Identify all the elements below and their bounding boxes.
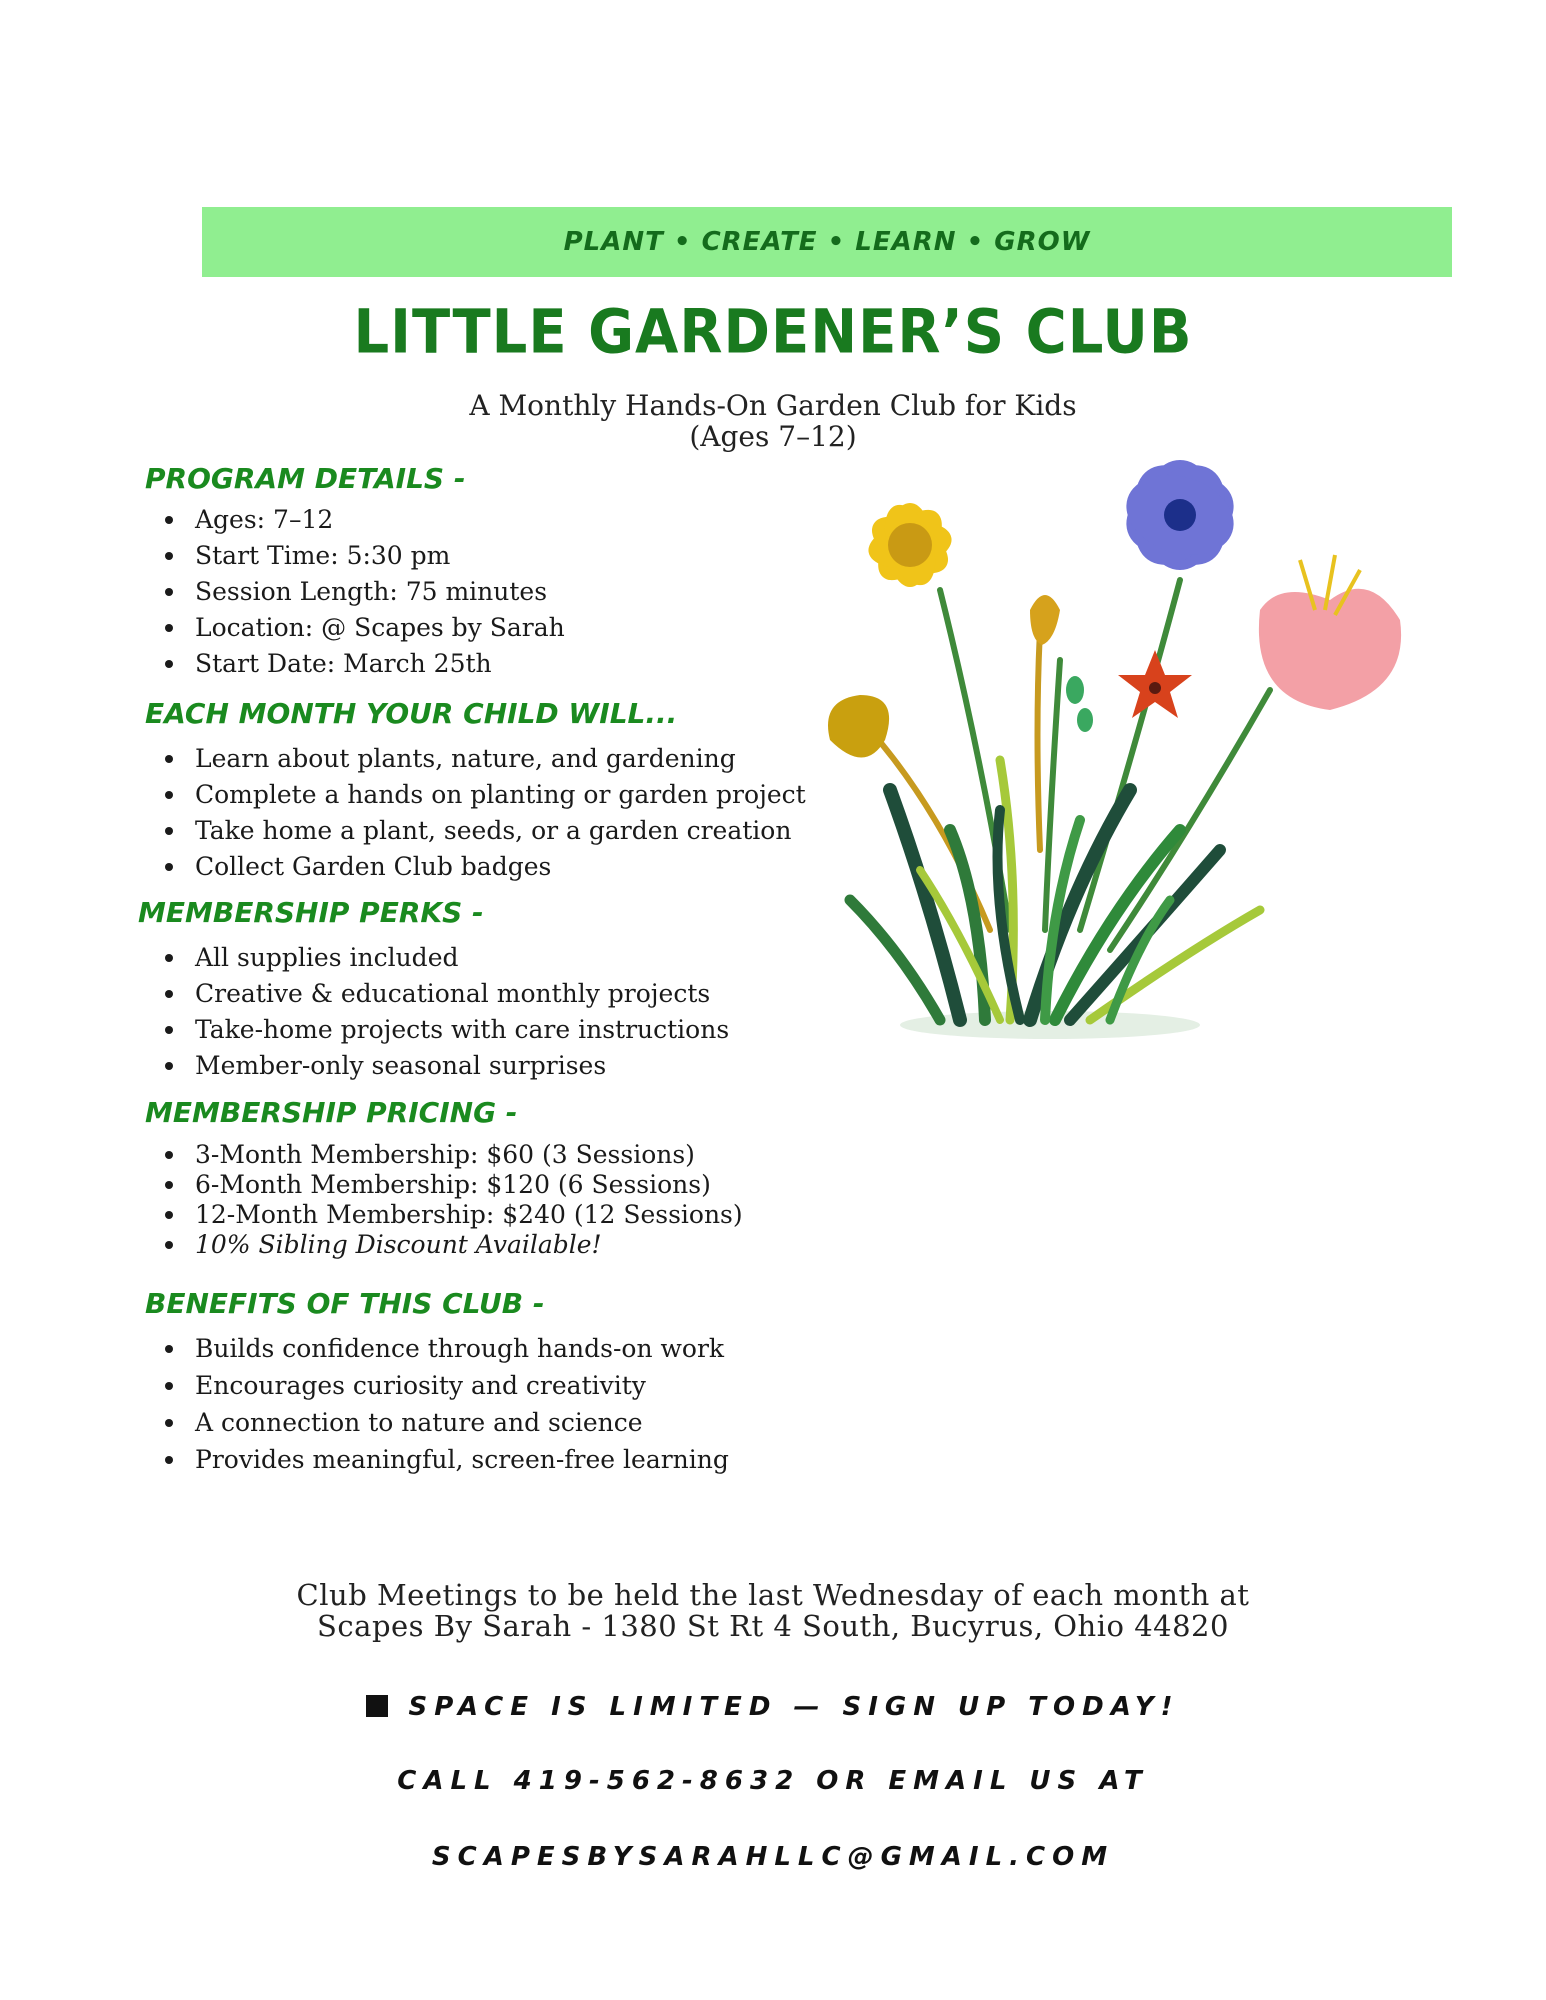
drooping-flower: [828, 695, 889, 758]
cta-email[interactable]: SCAPESBYSARAHLLC@GMAIL.COM: [431, 1842, 1115, 1872]
benefits-list: [160, 1330, 729, 1478]
top-banner: [202, 207, 1452, 277]
list-item: Start Date: March 25th: [195, 646, 565, 682]
list-item: Creative & educational monthly projects: [195, 976, 729, 1012]
list-item: Learn about plants, nature, and gardening: [195, 741, 806, 777]
list-item: Location: @ Scapes by Sarah: [195, 610, 565, 646]
list-item: Builds confidence through hands-on work: [195, 1330, 729, 1367]
banner-text: PLANT • CREATE • LEARN • GROW: [563, 227, 1091, 257]
pricing-list: [160, 1140, 743, 1260]
pricing-heading: MEMBERSHIP PRICING -: [145, 1096, 518, 1129]
grass-blades: [850, 760, 1260, 1020]
cta-line-1-text: SPACE IS LIMITED — SIGN UP TODAY!: [408, 1692, 1180, 1722]
program-details-list: [160, 502, 565, 682]
each-month-list: [160, 741, 806, 885]
perks-heading: MEMBERSHIP PERKS -: [138, 896, 484, 929]
subtitle-line-1: A Monthly Hands-On Garden Club for Kids: [469, 389, 1077, 422]
list-item: Take-home projects with care instructions: [195, 1012, 729, 1048]
list-item: 3-Month Membership: $60 (3 Sessions): [195, 1140, 743, 1170]
cta-line-1: [0, 1692, 1546, 1722]
red-flower: [1118, 650, 1192, 718]
list-item: Session Length: 75 minutes: [195, 574, 565, 610]
list-item: Collect Garden Club badges: [195, 849, 806, 885]
list-item: Member-only seasonal surprises: [195, 1048, 729, 1084]
green-buds: [1066, 676, 1093, 732]
flower-bouquet-illustration: [810, 430, 1430, 1050]
list-item: Provides meaningful, screen-free learning: [195, 1441, 729, 1478]
blue-flower: [1116, 448, 1244, 582]
list-item: 12-Month Membership: $240 (12 Sessions): [195, 1200, 743, 1229]
mustard-bud: [1030, 595, 1060, 645]
benefits-heading: BENEFITS OF THIS CLUB -: [145, 1287, 545, 1320]
meeting-info: [0, 1580, 1546, 1642]
yellow-flower: [863, 498, 958, 592]
list-item: Ages: 7–12: [195, 502, 565, 538]
meeting-line-2: Scapes By Sarah - 1380 St Rt 4 South, Bucyrus, Ohio 44820: [317, 1609, 1229, 1643]
square-bullet-icon: [366, 1695, 388, 1717]
meeting-line-1: Club Meetings to be held the last Wednesday of each month at: [296, 1578, 1250, 1612]
list-item: A connection to nature and science: [195, 1404, 729, 1441]
list-item: All supplies included: [195, 940, 729, 976]
subtitle-line-2: (Ages 7–12): [689, 420, 857, 453]
pink-tulip: [1259, 555, 1401, 710]
program-details-heading: PROGRAM DETAILS -: [145, 462, 466, 495]
list-item: 6-Month Membership: $120 (6 Sessions): [195, 1170, 743, 1200]
perks-list: [160, 940, 729, 1084]
list-item: Start Time: 5:30 pm: [195, 538, 565, 574]
list-item: 10% Sibling Discount Available!: [195, 1230, 743, 1260]
page-title: LITTLE GARDENER’S CLUB: [353, 297, 1193, 368]
list-item: Take home a plant, seeds, or a garden creation: [195, 813, 806, 849]
list-item: Encourages curiosity and creativity: [195, 1367, 729, 1404]
each-month-heading: EACH MONTH YOUR CHILD WILL...: [145, 697, 678, 730]
list-item: Complete a hands on planting or garden project: [195, 777, 806, 813]
cta-line-2: CALL 419-562-8632 OR EMAIL US AT: [397, 1766, 1149, 1796]
